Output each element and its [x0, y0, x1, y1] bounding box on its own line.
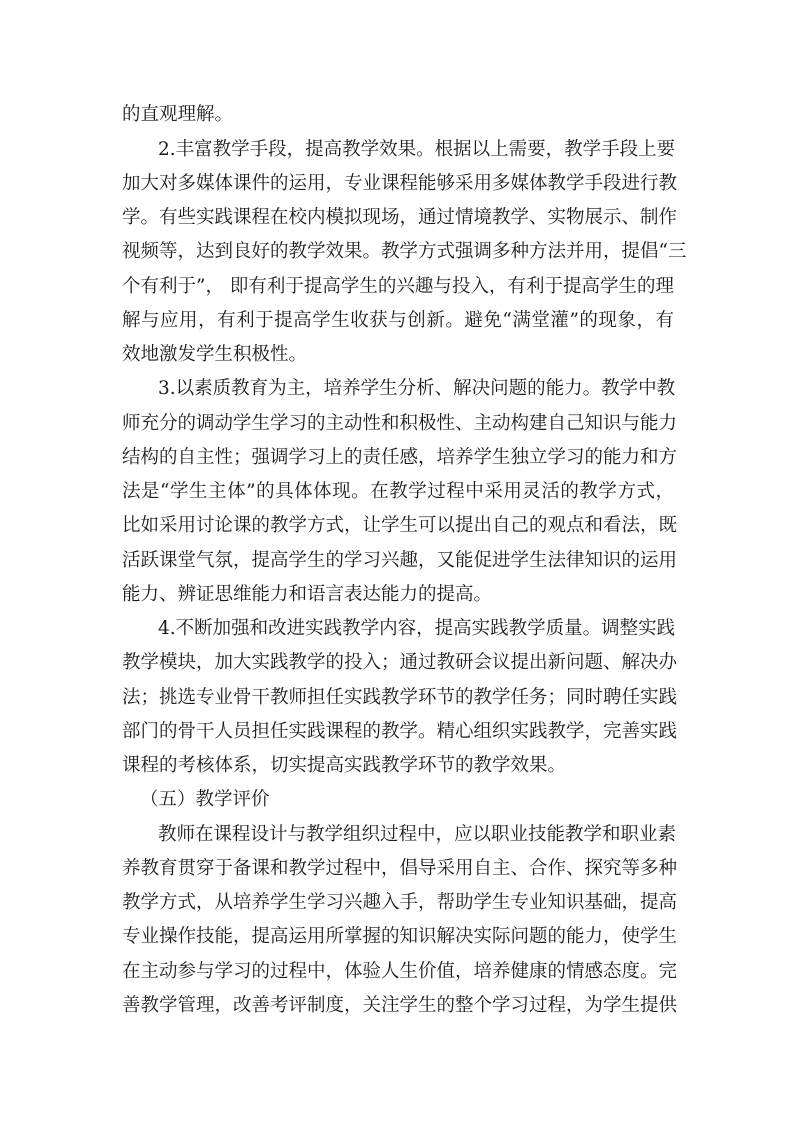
text-line-22: 教师在课程设计与教学组织过程中，应以职业技能教学和职业素: [158, 824, 677, 845]
text-line-5: 视频等，达到良好的教学效果。教学方式强调多种方法并用，提倡“三: [122, 241, 687, 262]
text-line-19: 部门的骨干人员担任实践课程的教学。精心组织实践教学，完善实践: [122, 721, 678, 742]
text-line-1: 的直观理解。: [122, 104, 234, 125]
text-line-7: 解与应用，有利于提高学生收获与创新。避免“满堂灌”的现象，有: [122, 310, 674, 331]
text-line-26: 在主动参与学习的过程中，体验人生价值，培养健康的情感态度。完: [122, 961, 678, 982]
text-line-6: 个有利于”， 即有利于提高学生的兴趣与投入，有利于提高学生的理: [122, 276, 674, 297]
text-line-10: 师充分的调动学生学习的主动性和积极性、主动构建自己知识与能力: [122, 413, 678, 434]
text-line-15: 能力、辨证思维能力和语言表达能力的提高。: [122, 584, 493, 605]
text-line-12: 法是“学生主体”的具体体现。在教学过程中采用灵活的教学方式，: [122, 481, 674, 502]
text-line-25: 专业操作技能，提高运用所掌握的知识解决实际问题的能力，使学生: [122, 926, 678, 947]
text-line-18: 法；挑选专业骨干教师担任实践教学环节的教学任务；同时聘任实践: [122, 687, 678, 708]
text-line-8: 效地激发学生积极性。: [122, 344, 308, 365]
text-line-3: 加大对多媒体课件的运用，专业课程能够采用多媒体教学手段进行教: [122, 173, 678, 194]
text-line-17: 教学模块，加大实践教学的投入；通过教研会议提出新问题、解决办: [122, 652, 678, 673]
text-line-14: 活跃课堂气氛，提高学生的学习兴趣，又能促进学生法律知识的运用: [122, 550, 678, 571]
text-line-16: 4.不断加强和改进实践教学内容，提高实践教学质量。调整实践: [158, 618, 676, 639]
text-line-9: 3.以素质教育为主，培养学生分析、解决问题的能力。教学中教: [158, 378, 676, 399]
text-line-13: 比如采用讨论课的教学方式，让学生可以提出自己的观点和看法，既: [122, 515, 678, 536]
section-heading: （五）教学评价: [140, 789, 270, 810]
text-line-24: 教学方式，从培养学生学习兴趣入手，帮助学生专业知识基础，提高: [122, 892, 678, 913]
text-line-23: 养教育贯穿于备课和教学过程中，倡导采用自主、合作、探究等多种: [122, 858, 678, 879]
text-line-27: 善教学管理，改善考评制度，关注学生的整个学习过程，为学生提供: [122, 995, 678, 1016]
text-line-2: 2.丰富教学手段，提高教学效果。根据以上需要，教学手段上要: [158, 139, 676, 160]
text-line-4: 学。有些实践课程在校内模拟现场，通过情境教学、实物展示、制作: [122, 207, 678, 228]
text-line-11: 结构的自主性；强调学习上的责任感，培养学生独立学习的能力和方: [122, 447, 678, 468]
text-line-20: 课程的考核体系，切实提高实践教学环节的教学效果。: [122, 755, 567, 776]
